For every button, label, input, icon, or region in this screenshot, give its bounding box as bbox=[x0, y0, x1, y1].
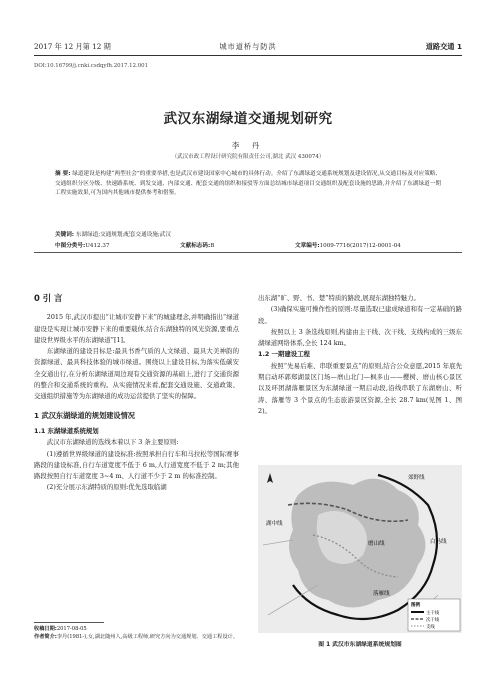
code-field bbox=[180, 241, 214, 249]
section-1-1-heading: 1.1 东湖绿道系统规划 bbox=[34, 426, 99, 435]
keywords bbox=[55, 230, 441, 238]
abstract-rule bbox=[34, 252, 462, 253]
received-value: 2017-08-05 bbox=[56, 626, 87, 632]
left-column bbox=[34, 293, 239, 494]
label-moshan-route: 磨山线 bbox=[368, 541, 385, 547]
abstract bbox=[55, 170, 441, 199]
intro-paragraph-2: 东湖绿道的建设目标是:最具书香气质的人文绿道、最具大美神韵的资源绿道、最具科技体验的城市绿道。围绕以上建设目标,为落实低碳安全交通出行,在分析东湖绿道周边现有交通资源的基础上,进行了交通资源的整合和交通系统的重构。从实施情况来看,配套交通设施、交通政策、交通组织措施等为东湖绿道的成功运营提供了坚实的保障。 bbox=[34, 347, 239, 401]
received-label: 收稿日期: bbox=[34, 626, 57, 632]
clc-value: U412.37 bbox=[85, 243, 110, 249]
greenway-map-figure bbox=[258, 465, 462, 633]
abstract-text: 绿道建设是构建“两型社会”的重要举措,也是武汉市建设国家中心城市的具体行动。介绍了东湖绿道交通系统规划及建设情况,从交通目标及对应策略、交通组织分区分级、快速路系统、到发交通、内部交通、配套交通的组织和接驳等方面总结城市绿道项目交通组织及配套设施的思路,并介绍了东湖绿道一期工程实施效果,可为国内其他城市提供参考和借鉴。 bbox=[55, 171, 442, 197]
label-lakeside-route: 湖中线 bbox=[266, 521, 283, 527]
sec11-paragraph-3: (2)充分展示东湖特质的原则:优先选取临湖 bbox=[46, 483, 167, 492]
keywords-text: 东湖绿道;交通规划;配套交通设施;武汉 bbox=[75, 232, 171, 238]
received-date bbox=[34, 625, 239, 633]
figure-caption: 图 1 武汉市东湖绿道系统规划图 bbox=[318, 642, 402, 648]
journal-name: 城市道桥与防洪 bbox=[219, 42, 277, 51]
section-intro-heading: 0 引 言 bbox=[34, 293, 63, 303]
article-id-label: 文章编号: bbox=[295, 243, 320, 249]
legend-title: 图例 bbox=[411, 603, 421, 608]
right-paragraph-2: (3)确保实施可操作性的原则:尽量选取已建成绿道和有一定基础的路段。 bbox=[258, 305, 462, 325]
section-1-heading: 1 武汉东湖绿道的规划建设情况 bbox=[34, 410, 135, 420]
article-id-field bbox=[295, 241, 401, 249]
label-north-route: 郊野线 bbox=[408, 475, 425, 481]
clc-label: 中图分类号: bbox=[55, 243, 86, 249]
classification-meta bbox=[55, 241, 441, 251]
label-baima-route: 白马线 bbox=[430, 539, 447, 545]
footnote bbox=[34, 625, 239, 641]
keywords-label: 关键词: bbox=[55, 232, 75, 238]
author-name: 李 丹 bbox=[231, 141, 265, 150]
author-bio bbox=[34, 633, 239, 641]
sec11-paragraph-1: 武汉市东湖绿道的选线本着以下 3 条主要原则: bbox=[46, 438, 179, 447]
intro-paragraph-1: 2015 年,武汉市提出“让城市安静下来”的城建理念,并明确指出“绿道建设是实现让城市安静下来的重要载体,结合东湖独特的风光资源,要重点建设世界级水平的东湖绿道”[1]。 bbox=[34, 313, 239, 344]
author-bio-label: 作者简介: bbox=[34, 634, 57, 641]
right-paragraph-1: 出东湖“旷、野、书、楚”特质的路段,展现东湖独特魅力。 bbox=[258, 294, 420, 302]
doi: DOI:10.16799/j.cnki.csdqyfh.2017.12.001 bbox=[34, 63, 149, 69]
abstract-label: 摘 要: bbox=[55, 171, 71, 177]
sec11-paragraph-2: (1)遵循世界级绿道的建设标准:按照承担自行车和马拉松等国际赛事路段的建设标准,自行车道宽度不低于 6 m,人行道宽度不低于 2 m;其他路段按照自行车道宽度 3~4 m、人行道不少于 2 m 的标准控制。 bbox=[34, 449, 239, 481]
footnote-rule bbox=[34, 622, 104, 623]
affiliation: （武汉市政工程设计研究院有限责任公司,湖北 武汉 430074） bbox=[171, 154, 325, 160]
right-column bbox=[258, 293, 462, 417]
article-id-value: 1009-7716(2017)12-0001-04 bbox=[319, 243, 401, 249]
legend-branch-label: 支线 bbox=[426, 625, 435, 630]
map-legend bbox=[408, 599, 460, 631]
legend-secondary-label: 次干线 bbox=[426, 618, 440, 623]
sec12-paragraph-1: 按照“先易后难、串联重要景点”的原则,结合公众意愿,2015 年底先期启动环郭郑湖景区门场—磨山北门—枫多山——樱树、磨山核心景区以及环团湖落雁景区为东湖绿道一期启动段,沿线串联了东湖磨山、听涛、落雁等 3 个景点的生态旅游景区资源,全长 28.7 km(见图 1、图 2)。 bbox=[258, 361, 462, 415]
section-page: 道路交通 1 bbox=[425, 42, 462, 51]
clc-field bbox=[55, 241, 110, 249]
section-1-2-heading: 1.2 一期建设工程 bbox=[258, 350, 310, 359]
code-label: 文献标志码: bbox=[180, 243, 211, 249]
code-value: B bbox=[210, 243, 215, 249]
legend-primary-label: 主干线 bbox=[426, 611, 440, 616]
label-luoyan-route: 落雁线 bbox=[373, 591, 390, 597]
author-bio-text: 李丹(1981-),女,湖北随州人,高级工程师,研究方向为交通规划、交通工程设计。 bbox=[56, 634, 239, 641]
running-header bbox=[34, 42, 462, 54]
issue-info: 2017 年 12 月第 12 期 bbox=[34, 42, 111, 51]
paper-title: 武汉东湖绿道交通规划研究 bbox=[163, 111, 333, 127]
right-paragraph-3: 按照以上 3 条选线原则,构建由主干线、次干线、支线构成的三级东湖绿道网络体系,全长 124 km。 bbox=[258, 327, 462, 348]
header-rule bbox=[34, 55, 462, 56]
